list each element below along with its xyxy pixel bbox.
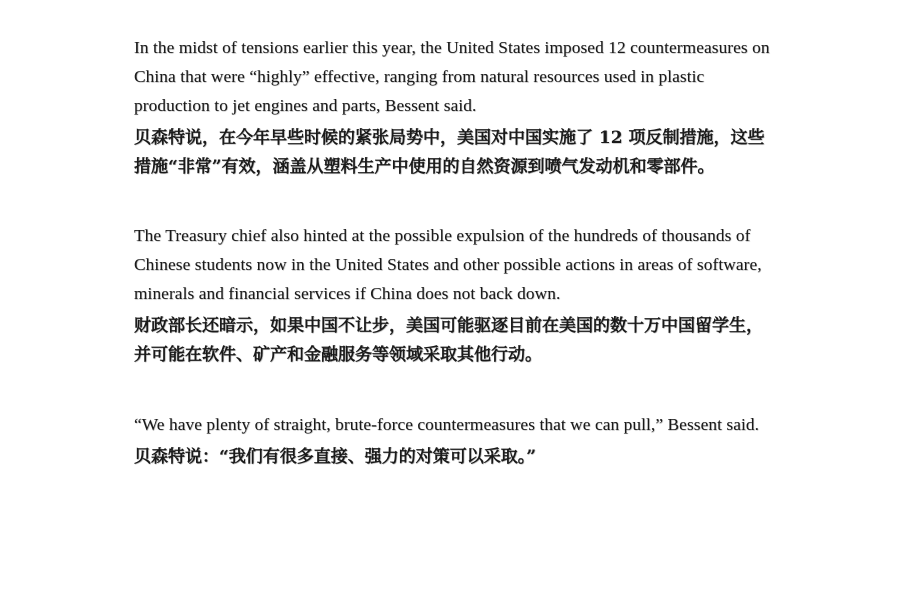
- article-body: [134, 33, 774, 472]
- paragraph-block: [134, 33, 774, 181]
- chinese-paragraph: 贝森特说：“我们有很多直接、强力的对策可以采取。”: [134, 447, 537, 467]
- paragraph-spacer: [134, 369, 774, 410]
- chinese-paragraph: 财政部长还暗示，如果中国不让步，美国可能驱逐目前在美国的数十万中国留学生，并可能在软件、矿产和金融服务等领域采取其他行动。: [134, 316, 763, 365]
- paragraph-block: [134, 221, 774, 369]
- chinese-paragraph: 贝森特说，在今年早些时候的紧张局势中，美国对中国实施了 12 项反制措施，这些措施“非常”有效，涵盖从塑料生产中使用的自然资源到喷气发动机和零部件。: [134, 128, 765, 177]
- english-paragraph: The Treasury chief also hinted at the possible expulsion of the hundreds of thousands of Chinese students now in the United States and other possible actions in areas of software, minerals and financial services if China does not back down.: [134, 226, 762, 303]
- english-paragraph: “We have plenty of straight, brute-force countermeasures that we can pull,” Bessent said.: [134, 415, 760, 434]
- paragraph-block: [134, 410, 774, 472]
- english-paragraph: In the midst of tensions earlier this year, the United States imposed 12 countermeasures on China that were “highly” effective, ranging from natural resources used in plastic production to jet engines and parts, Bessent said.: [134, 38, 770, 115]
- paragraph-spacer: [134, 181, 774, 221]
